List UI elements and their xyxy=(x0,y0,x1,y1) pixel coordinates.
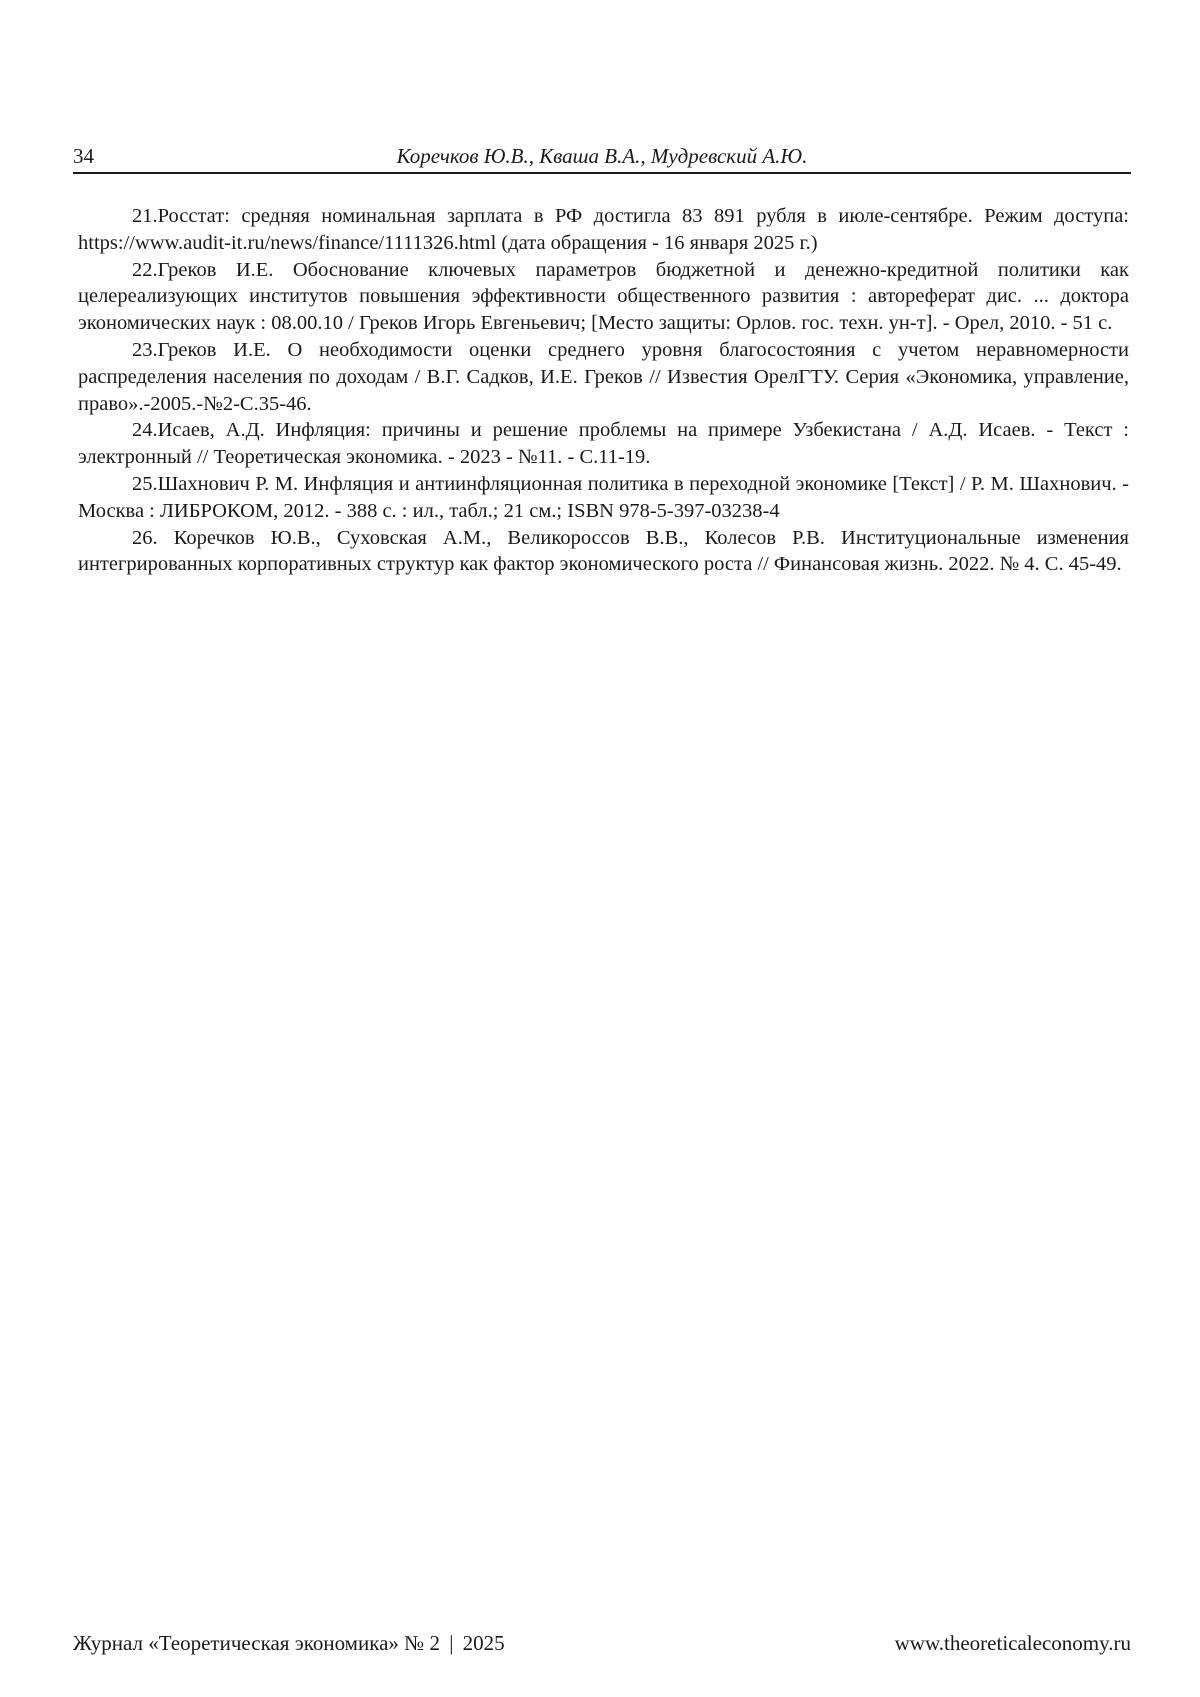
footer-journal-name: Журнал «Теоретическая экономика» № 2 xyxy=(73,1631,440,1655)
footer-journal-info xyxy=(73,1631,505,1656)
reference-item-23: 23.Греков И.Е. О необходимости оценки среднего уровня благосостояния с учетом неравномерности распределения населения по доходам / В.Г. Садков, И.Е. Греков // Известия ОрелГТУ. Серия «Экономика, управление, право».-2005.-№2-С.35-46. xyxy=(78,338,1129,415)
page-number: 34 xyxy=(73,144,94,168)
reference-item-24: 24.Исаев, А.Д. Инфляция: причины и решение проблемы на примере Узбекистана / А.Д. Исаев. - Текст : электронный // Теоретическая экономика. - 2023 - №11. - С.11-19. xyxy=(78,419,1129,469)
reference-item-25: 25.Шахнович Р. М. Инфляция и антиинфляционная политика в переходной экономике [Текст] / Р. М. Шахнович. - Москва : ЛИБРОКОМ, 2012. - 388 с. : ил., табл.; 21 см.; ISBN 978-5-397-03238-4 xyxy=(78,472,1129,522)
page-footer xyxy=(73,1631,1131,1661)
footer-year: 2025 xyxy=(462,1631,505,1655)
reference-item-26: 26. Коречков Ю.В., Суховская А.М., Великороссов В.В., Колесов Р.В. Институциональные изменения интегрированных корпоративных структур как фактор экономического роста // Финансовая жизнь. 2022. № 4. С. 45-49. xyxy=(78,526,1129,576)
reference-list xyxy=(78,203,1129,578)
footer-separator: | xyxy=(449,1631,454,1655)
running-header-authors: Коречков Ю.В., Кваша В.А., Мудревский А.Ю. xyxy=(396,144,808,168)
reference-item-22: 22.Греков И.Е. Обоснование ключевых параметров бюджетной и денежно-кредитной политики как целереализующих институтов повышения эффективности общественного развития : автореферат дис. ... доктора экономических наук : 08.00.10 / Греков Игорь Евгеньевич; [Место защиты: Орлов. гос. техн. ун-т]. - Орел, 2010. - 51 с. xyxy=(78,258,1129,335)
reference-item-21: 21.Росстат: средняя номинальная зарплата в РФ достигла 83 891 рубля в июле-сентябре. Режим доступа: https://www.audit-it.ru/news/finance/1111326.html (дата обращения - 16 января 2025 г.) xyxy=(78,205,1129,254)
page-header xyxy=(73,140,1131,174)
footer-website-url: www.theoreticaleconomy.ru xyxy=(894,1631,1131,1655)
